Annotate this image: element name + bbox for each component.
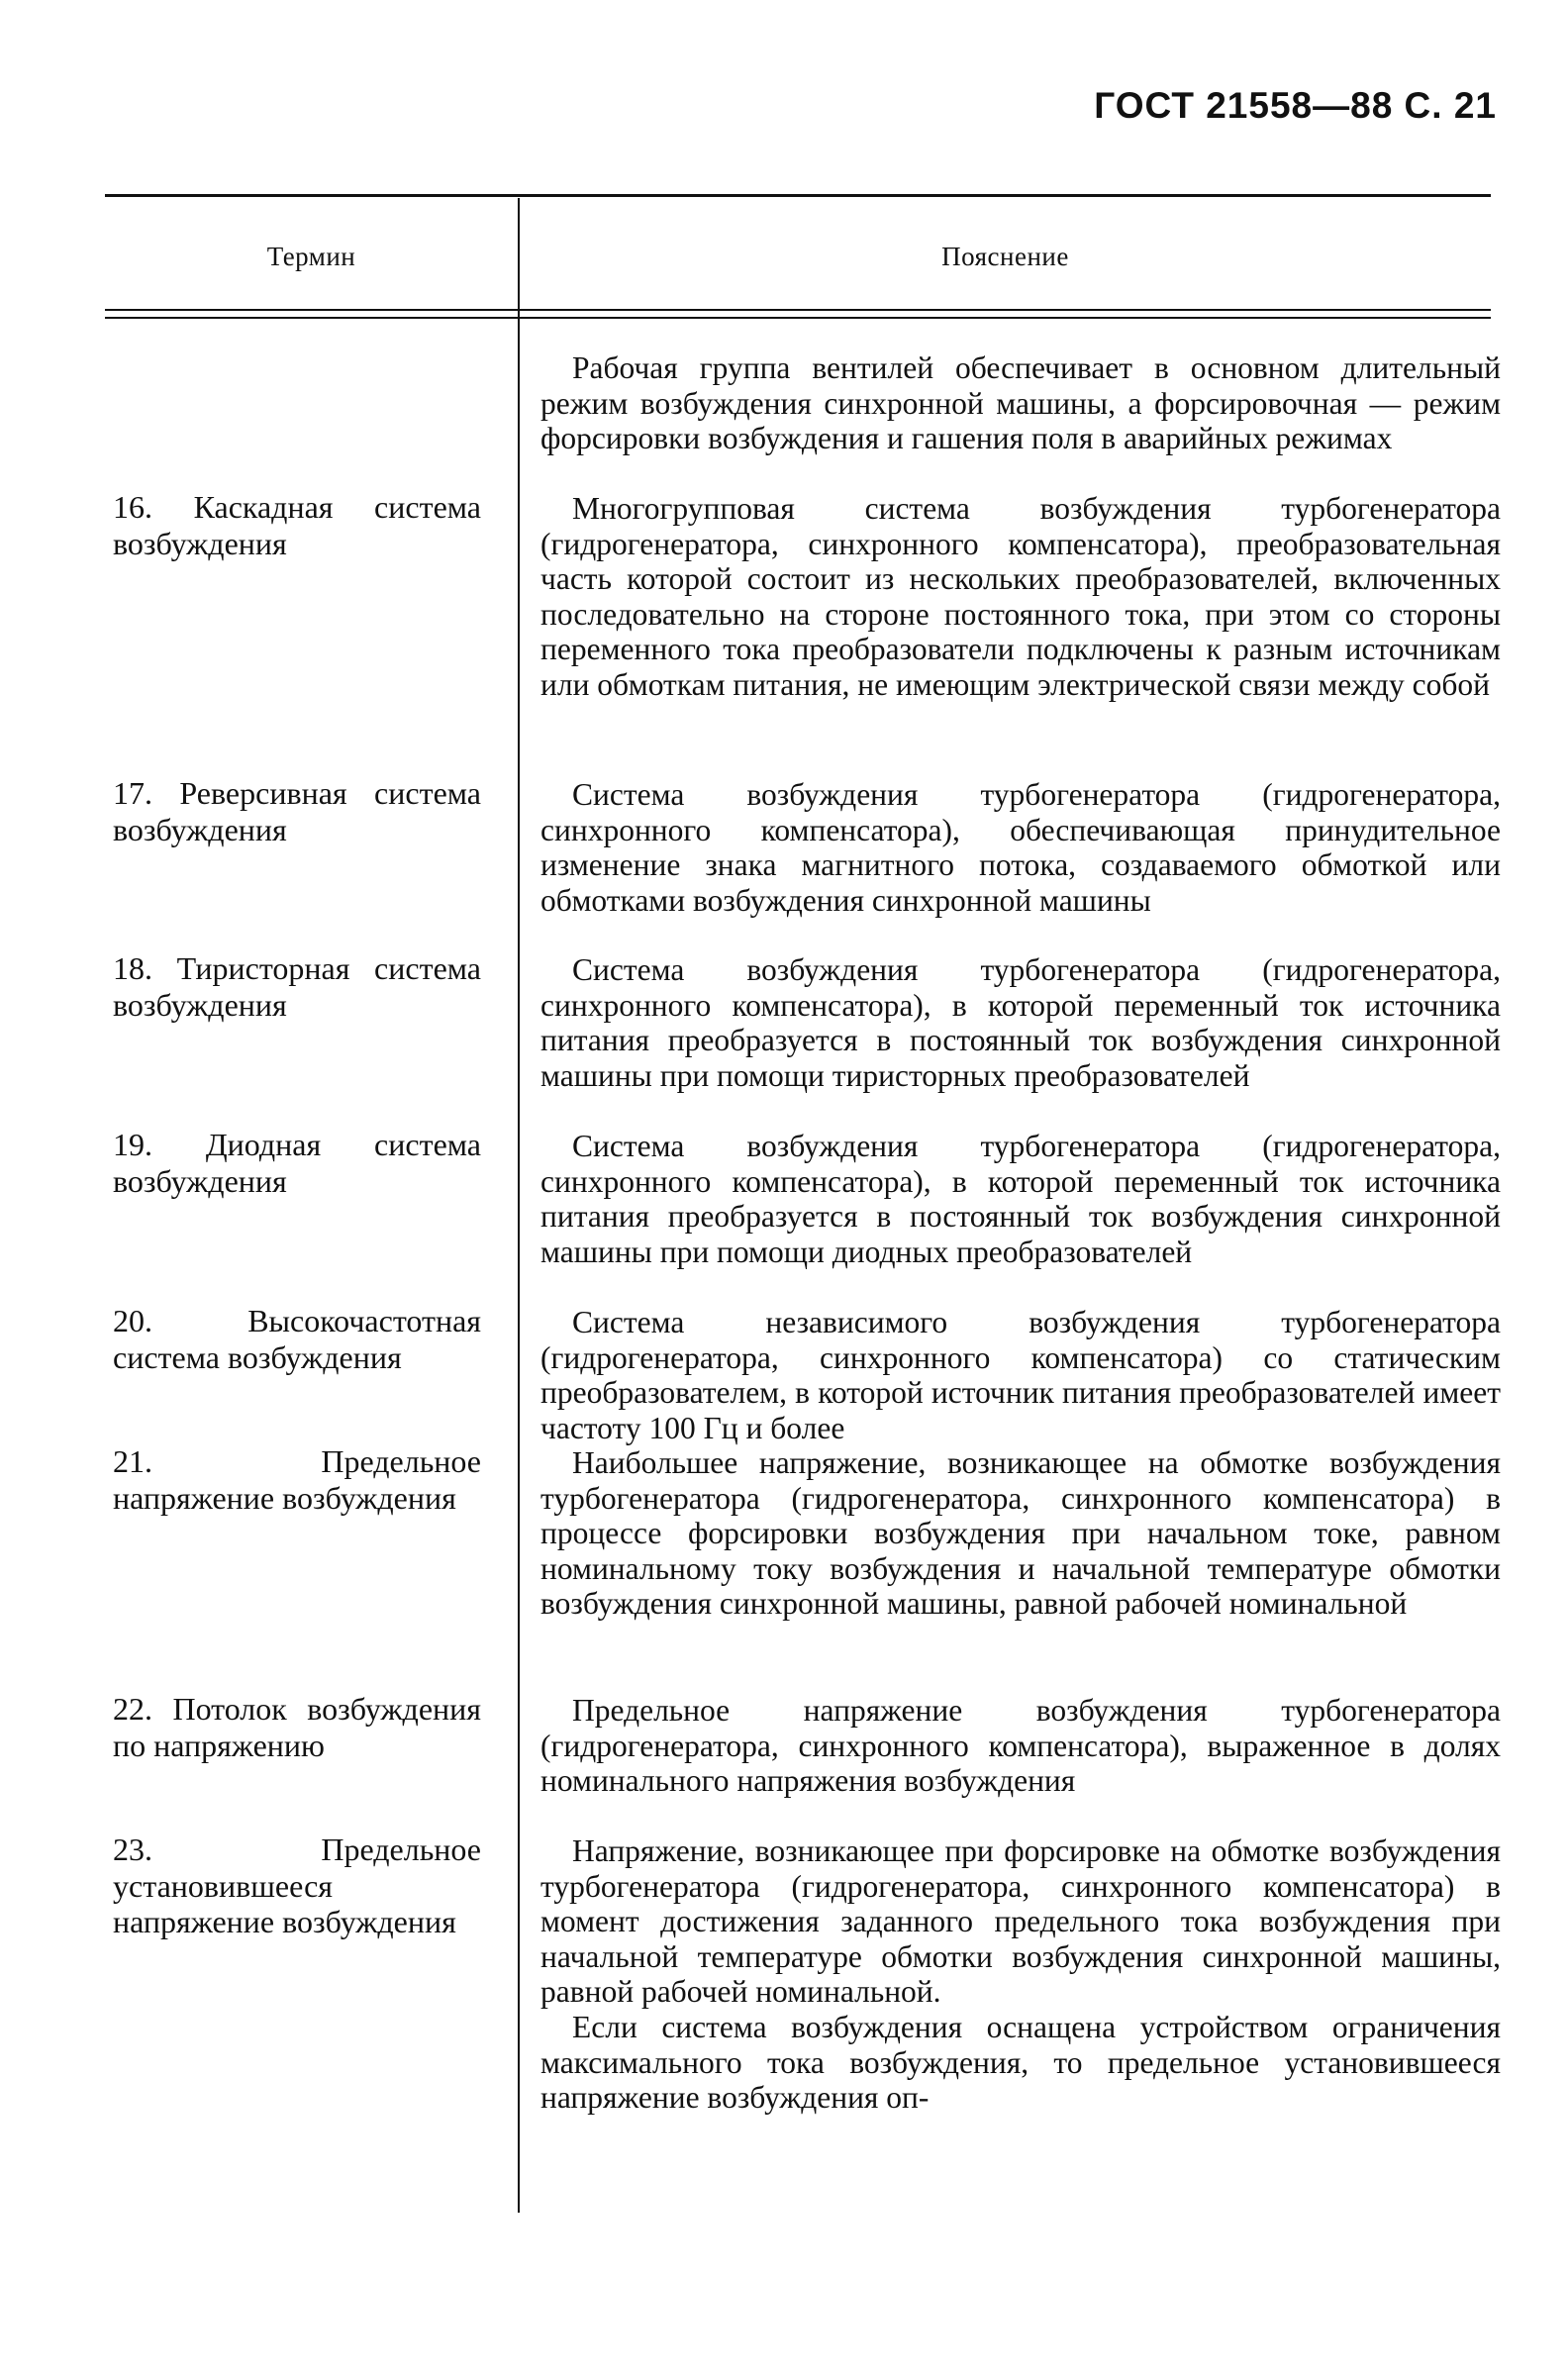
term-23: 23. Предельное установившееся напряжение возбуждения	[113, 1831, 481, 1939]
explanation-17	[540, 777, 1501, 918]
explanation-text: Система возбуждения турбогенератора (гидрогенератора, синхронного компенсатора), в которой переменный ток источника питания преобразуется в постоянный ток возбуждения синхронной машины при помощи диодных преобразователей	[540, 1129, 1501, 1269]
header-double-rule-top	[105, 309, 1491, 311]
explanation-21	[540, 1445, 1501, 1622]
explanation-text: Напряжение, возникающее при форсировке на обмотке возбуждения турбогенератора (гидрогенератора, синхронного компенсатора) в момент достижения заданного предельного тока возбуждения при начальной температуре обмотки возбуждения синхронной машины, равной рабочей номинальной.	[540, 1833, 1501, 2010]
explanation-text: Система возбуждения турбогенератора (гидрогенератора, синхронного компенсатора), обеспечивающая принудительное изменение знака магнитного потока, создаваемого обмоткой или обмотками возбуждения синхронной машины	[540, 777, 1501, 918]
column-header-explanation: Пояснение	[941, 242, 1069, 271]
column-header-term: Термин	[266, 242, 356, 271]
explanation-text: Многогрупповая система возбуждения турбогенератора (гидрогенератора, синхронного компенсатора), преобразовательная часть которой состоит из нескольких преобразователей, включенных последовательно на стороне постоянного тока, при этом со стороны переменного тока преобразователи подключены к разным источникам или обмоткам питания, не имеющим электрической связи между собой	[540, 491, 1501, 702]
explanation-text: Система возбуждения турбогенератора (гидрогенератора, синхронного компенсатора), в которой переменный ток источника питания преобразуется в постоянный ток возбуждения синхронной машины при помощи тиристорных преобразователей	[540, 952, 1501, 1093]
explanation-text: Рабочая группа вентилей обеспечивает в основном длительный режим возбуждения синхронной машины, а форсировочная — режим форсировки возбуждения и гашения поля в аварийных режимах	[540, 350, 1501, 456]
explanation-16	[540, 491, 1501, 703]
term-20: 20. Высокочастотная система возбуждения	[113, 1303, 481, 1375]
explanation-text: Система независимого возбуждения турбогенератора (гидрогенератора, синхронного компенсатора) со статическим преобразователем, в которой источник питания преобразователей имеет частоту 100 Гц и более	[540, 1305, 1501, 1445]
term-21: 21. Предельное напряжение возбуждения	[113, 1443, 481, 1516]
explanation-19	[540, 1129, 1501, 1269]
table-top-rule	[105, 194, 1491, 197]
term-17: 17. Реверсивная система возбуждения	[113, 775, 481, 847]
term-19: 19. Диодная система возбуждения	[113, 1127, 481, 1199]
explanation-23	[540, 1833, 1501, 2116]
explanation-22	[540, 1693, 1501, 1799]
explanation-continuation	[540, 350, 1501, 456]
explanation-18	[540, 952, 1501, 1093]
term-16: 16. Каскадная система возбуждения	[113, 489, 481, 561]
explanation-text: Предельное напряжение возбуждения турбогенератора (гидрогенератора, синхронного компенсатора), выраженное в долях номинального напряжения возбуждения	[540, 1693, 1501, 1799]
page-header: ГОСТ 21558—88 С. 21	[1094, 85, 1497, 126]
explanation-text: Наибольшее напряжение, возникающее на обмотке возбуждения турбогенератора (гидрогенератора, синхронного компенсатора) в процессе форсировки возбуждения при начальном токе, равном номинальному току возбуждения и начальной температуре обмотки возбуждения синхронной машины, равной рабочей номинальной	[540, 1445, 1501, 1622]
column-divider	[518, 198, 520, 2213]
explanation-20	[540, 1305, 1501, 1445]
term-22: 22. Потолок возбуждения по напряжению	[113, 1691, 481, 1763]
explanation-text-2: Если система возбуждения оснащена устройством ограничения максимального тока возбуждения, то предельное установившееся напряжение возбуждения оп-	[540, 2009, 1501, 2116]
term-18: 18. Тиристорная система возбуждения	[113, 950, 481, 1023]
header-double-rule-bottom	[105, 317, 1491, 319]
